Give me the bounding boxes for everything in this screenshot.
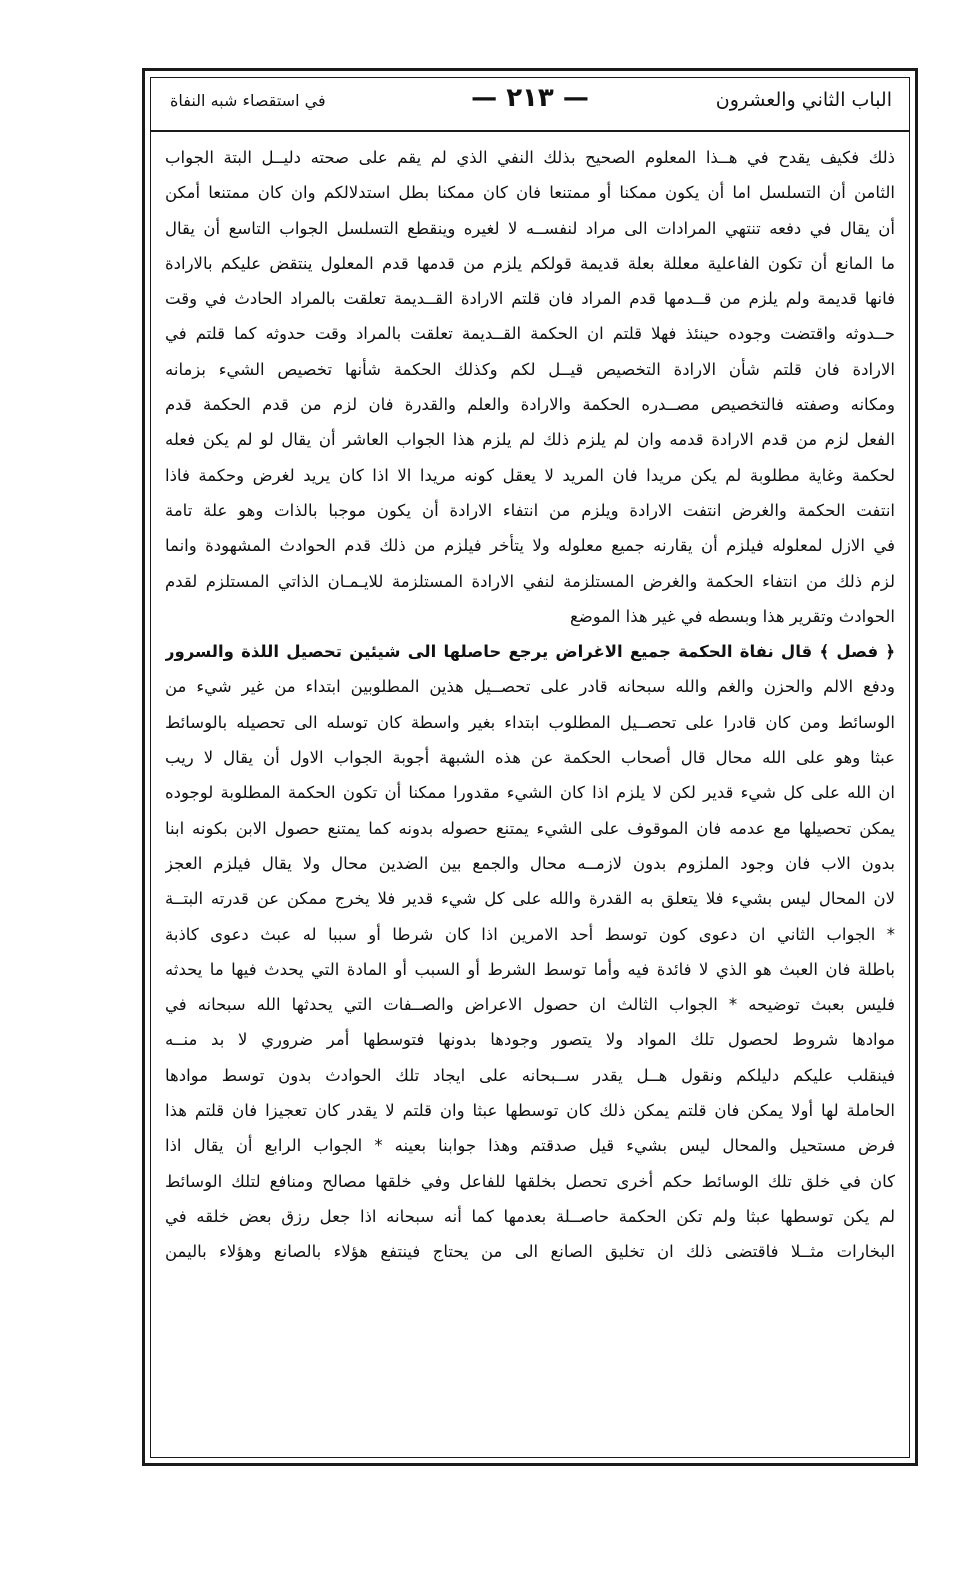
text-line: الثامن أن التسلسل اما أن يكون ممكنا أو ممتنعا فان كان ممكنا بطل استدلالكم وان كان ممتنعا أمكن	[165, 183, 895, 203]
text-line: انتفت الحكمة والغرض انتفت الارادة ويلزم من انتفاء الارادة أن يكون موجبا بالذات وهو علة تامة	[165, 500, 895, 520]
text-line: فرض مستحيل والمحال ليس بشيء قيل صدقتم وهذا جوابنا بعينه * الجواب الرابع أن يقال اذا	[165, 1136, 895, 1156]
text-line: لان المحال ليس بشيء فلا يتعلق به القدرة والله على كل شيء قدير فلا يخرج ممكن عن قدرته البتــة	[165, 889, 895, 909]
text-line: الفعل لزم من قدم الارادة قدمه وان لم يلزم ذلك لم يلزم هذا الجواب العاشر أن يقال لو لم يكن فعله	[165, 430, 895, 450]
main-text-block	[165, 140, 895, 1452]
text-line: ان الله على كل شيء قدير لكن لا يلزم اذا كان الشيء مقدورا ممكنا أن تكون الحكمة المطلوبة لوجوده	[165, 783, 895, 803]
chapter-title: الباب الثاني والعشرون	[715, 89, 892, 111]
text-line: فليس بعبث توضيحه * الجواب الثالث ان حصول الاعراض والصــفات التي يحدثها الله سبحانه في	[165, 995, 895, 1015]
text-line: * الجواب الثاني ان دعوى كون توسط أحد الامرين اذا كان شرطا أو سببا له عبث دعوى كاذبة	[165, 924, 895, 944]
text-line: الارادة فان قلتم شأن الارادة التخصيص قيــل لكم وكذلك الحكمة شأنها تخصيص الشيء بزمانه	[165, 359, 895, 379]
text-line: موادها شروط لحصول تلك المواد ولا يتصور وجودها بدونها فتوسطها أمر ضروري لا بد منــه	[165, 1030, 895, 1050]
page-number: — ٢١٣ —	[471, 83, 589, 113]
text-line: عبثا وهو على الله محال قال أصحاب الحكمة عن هذه الشبهة أجوبة الجواب الاول أن يقال لا ريب	[165, 748, 895, 768]
text-line: كان في خلق تلك الوسائط حكم أخرى تحصل بخلقها للفاعل وفي خلقها مصالح ومنافع لتلك الوسائط	[165, 1171, 895, 1191]
section-heading-line: ﴿ فصل ﴾ قال نفاة الحكمة جميع الاغراض يرجع حاصلها الى شيئين تحصيل اللذة والسرور	[165, 642, 895, 662]
text-line: لم يكن توسطها عبثا ولم تكن الحكمة حاصــلة بعدمها كما أنه سبحانه اذا جعل رزق بعض خلقه في	[165, 1206, 895, 1226]
text-line: في الازل لمعلوله فيلزم أن يقارنه جميع معلوله ولا يتأخر فيلزم من ذلك قدم الحوادث المشهودة وانما	[165, 536, 895, 556]
text-line: ذلك فكيف يقدح في هــذا المعلوم الصحيح بذلك النفي الذي لم يقم على صحته دليــل البتة الجواب	[165, 148, 895, 167]
text-line: الوسائط ومن كان قادرا على تحصــيل المطلوب ابتداء بغير واسطة كان توسله الى تحصيله بالوسائط	[165, 712, 895, 732]
text-line: ودفع الالم والحزن والغم والله سبحانه قادر على تحصــيل هذين المطلوبين ابتداء من غير شيء من	[165, 677, 895, 697]
section-title: في استقصاء شبه النفاة	[170, 91, 326, 110]
text-line: لحكمة وغاية مطلوبة لم يكن مريدا فان المريد لا يعقل كونه مريدا الا اذا كان يريد لغرض وحكمة فاذا	[165, 465, 895, 485]
text-line: بدون الاب فان وجود الملزوم بدون لازمــه محال والجمع بين الضدين محال ولا يقال فيلزم العجز	[165, 853, 895, 873]
text-line: يمكن تحصيلها مع عدمه فان الموقوف على الشيء يمتنع حصوله بدونه كما يمتنع حصول الابن بكونه ابنا	[165, 818, 895, 838]
text-line: حــدوثه واقتضت وجوده حينئذ فهلا قلتم ان الحكمة القــديمة تعلقت بالمراد وقت حدوثه كما قلتم في	[165, 324, 895, 344]
text-line: البخارات مثــلا فاقتضى ذلك ان تخليق الصانع الى من يحتاج فينتفع هؤلاء بالصانع وهؤلاء باليمن	[165, 1242, 895, 1262]
text-line: أن يقال في دفعه تنتهي المرادات الى مراد لنفســه لا لغيره وينقطع التسلسل الجواب التاسع أن يقال	[165, 218, 895, 238]
text-line: الحوادث وتقرير هذا وبسطه في غير هذا الموضع	[569, 606, 895, 626]
text-line: باطلة فان العبث هو الذي لا فائدة فيه وأما توسط الشرط أو السبب أو المادة التي يحدث فيها ما يحدثه	[165, 959, 895, 979]
text-line: فينقلب عليكم دليلكم ونقول هــل يقدر ســبحانه على ايجاد تلك الحوادث بدون توسط موادها	[165, 1065, 895, 1085]
text-line: فانها قديمة ولم يلزم من قــدمها قدم المراد فان قلتم الارادة القــديمة تعلقت بالمراد الحادث في وقت	[165, 289, 895, 309]
text-line: لزم ذلك من انتفاء الحكمة والغرض المستلزمة لنفي الارادة المستلزمة للايـمـان الذاتي المستلزم لقدم	[165, 571, 895, 591]
text-line: ما المانع أن تكون الفاعلية معللة بعلة قديمة قولكم يلزم من قدمها قدم المعلول ينتقض عليكم بالارادة	[165, 253, 895, 273]
text-line: ومكانه وصفته فالتخصيص مصــدره الحكمة والارادة والعلم والقدرة فان لزم من قدم الحكمة قدم	[165, 395, 895, 415]
text-line: الحاملة لها أولا يمكن فان قلتم يمكن ذلك كان توسطها عبثا وان قلتم لا يقدر كان تعجيزا فان قلتم هذا	[165, 1101, 895, 1121]
running-header	[150, 77, 910, 132]
